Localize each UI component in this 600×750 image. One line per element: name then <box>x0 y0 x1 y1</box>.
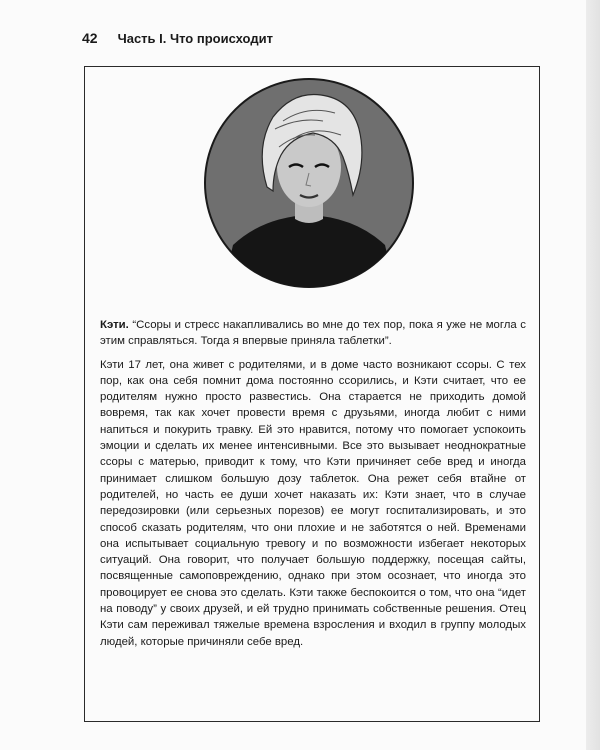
case-study-text <box>100 317 526 650</box>
quote-name: Кэти. <box>100 319 129 331</box>
running-head <box>82 30 273 46</box>
quote-paragraph <box>100 317 526 350</box>
portrait-illustration <box>203 77 415 289</box>
scan-edge <box>586 0 600 750</box>
case-study-box <box>84 66 540 722</box>
quote-text: “Ссоры и стресс накапливались во мне до тех пор, пока я уже не могла с этим справляться. Тогда я впервые приняла таблетки”. <box>100 319 526 348</box>
chapter-title: Часть I. Что происходит <box>117 31 273 46</box>
body-paragraph: Кэти 17 лет, она живет с родителями, и в доме часто возникают ссоры. С тех пор, как она себя помнит дома постоянно ссорились, и Кэти считает, что ее родителям нужно просто развестись. Она старается не приходить домой вовремя, так как хочет провести время с друзьями, иногда любит с ними напиться и покурить травку. Ей это нравится, потому что помогает успокоить эмоции и сделать их менее интенсивными. Все это вызывает неоднократные ссоры с матерью, приводит к тому, что Кэти причиняет себе вред и иногда принимает слишком большую дозу таблеток. Она режет себя втайне от родителей, но часть ее души хочет наказать их: Кэти знает, что в случае передозировки (или серьезных порезов) ее могут госпитализировать, и это способ сказать родителям, что они плохие и не заботятся о ней. Временами она испытывает социальную тревогу и по возможности избегает некоторых ситуаций. Она говорит, что получает большую поддержку, посещая сайты, посвященные самоповреждению, однако при этом осознает, что иногда это провоцирует ее снова это сделать. Кэти также беспокоится о том, что она “идет на поводу” у своих друзей, и ей трудно принимать собственные решения. Отец Кэти сам переживал тяжелые времена взросления и входил в группу молодых людей, которые причиняли себе вред. <box>100 358 526 648</box>
page-number: 42 <box>82 30 98 46</box>
